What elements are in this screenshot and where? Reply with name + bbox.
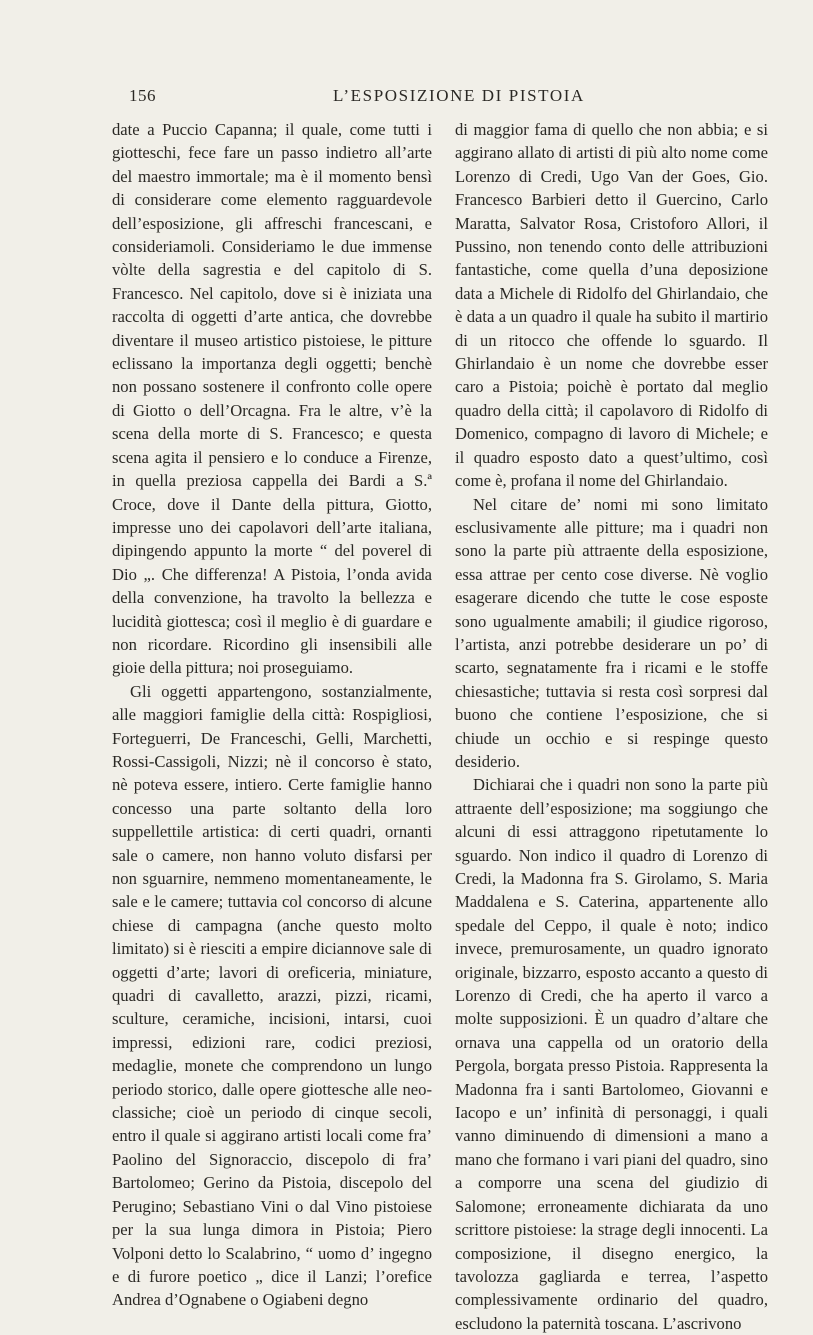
running-head: L’ESPOSIZIONE DI PISTOIA <box>333 86 585 105</box>
paragraph: Dichiarai che i quadri non sono la parte più attraente dell’esposizione; ma soggiungo che alcuni di essi attraggono ripetutamente lo sguardo. Non indico il quadro di Lorenzo di Credi, la Madonna fra S. Girolamo, S. Maria Maddalena e S. Caterina, appartenente allo spedale del Ceppo, il quale è noto; indico invece, premurosamente, un quadro ignorato originale, bizzarro, esposto accanto a questo di Lorenzo di Credi, che ha aperto il varco a molte supposizioni. È un quadro d’altare che ornava una cappella od un oratorio della Pergola, borgata presso Pistoia. Rappresenta la Madonna fra i santi Bartolomeo, Giovanni e Iacopo e un’ infinità di personaggi, i quali vanno diminuendo di dimensioni a mano a mano che formano i vari piani del quadro, sino a comporre una scena del giudizio di Salomone; erroneamente dichiarata da uno scrittore pistoiese: la strage degli innocenti. La composizione, il disegno energico, la tavolozza gagliarda e terrea, l’aspetto complessivamente ordinario del quadro, escludono la paternità toscana. L’ascrivono <box>455 775 768 1333</box>
paragraph: Gli oggetti appartengono, sostanzialmente, alle maggiori famiglie della città: Rospigliosi, Forteguerri, De Franceschi, Gelli, Marchetti, Rossi-Cassigoli, Nizzi; nè il concorso è stato, nè poteva essere, intiero. Certe famiglie hanno concesso una parte soltanto della loro suppellettile artistica: di certi quadri, ornanti sale o camere, non hanno voluto disfarsi per non sguarnire, nemmeno momentaneamente, le sale e le camere; tuttavia col concorso di alcune chiese di campagna (anche questo molto limitato) si è riesciti a empire diciannove sale di oggetti d’arte; lavori di oreficeria, miniature, quadri di cavalletto, arazzi, pizzi, ricami, sculture, ceramiche, incisioni, intarsi, cuoi impressi, edizioni rare, codici preziosi, medaglie, monete che comprendono un lungo periodo storico, dalle opere giottesche alle neo-classiche; cioè un periodo di cinque secoli, entro il quale si aggirano artisti locali come fra’ Paolino del Signoraccio, discepolo di fra’ Bartolomeo; Gerino da Pistoia, discepolo del Perugino; Sebastiano Vini o dal Vino pistoiese per la sua lunga dimora in Pistoia; Piero Volponi detto lo Scalabrino, “ uomo d’ ingegno e di furore poetico „ dice il Lanzi; l’orefice Andrea d’Ognabene o Ogiabeni degno <box>112 681 432 1310</box>
page-number: 156 <box>129 86 156 105</box>
left-column <box>112 118 432 1312</box>
paragraph: date a Puccio Capanna; il quale, come tutti i giotteschi, fece fare un passo indietro all’arte del maestro immortale; ma è il momento bensì di considerare come elemento ragguardevole dell’esposizione, gli affreschi francescani, e consideriamoli. Consideriamo le due immense vòlte della sagrestia e del capitolo di S. Francesco. Nel capitolo, dove si è iniziata una raccolta di oggetti d’arte antica, che dovrebbe diventare il museo artistico pistoiese, le pitture eclissano la importanza degli oggetti; benchè non possano sostenere il confronto colle opere di Giotto o dell’Orcagna. Fra le altre, v’è la scena della morte di S. Francesco; e questa scena agita il pensiero e lo conduce a Firenze, in quella preziosa cappella dei Bardi a S.ª Croce, dove il Dante della pittura, Giotto, impresse uno dei capolavori dell’arte italiana, dipingendo appunto la morte “ del poverel di Dio „. Che differenza! A Pistoia, l’onda avida della convenzione, ha travolto la bellezza e lucidità giottesca; così il meglio è di guardare e non ricordare. Ricordino gli insensibili alle gioie della pittura; noi proseguiamo. <box>112 120 432 678</box>
paragraph: di maggior fama di quello che non abbia; e si aggirano allato di artisti di più alto nome come Lorenzo di Credi, Ugo Van der Goes, Gio. Francesco Barbieri detto il Guercino, Carlo Maratta, Salvator Rosa, Cristoforo Allori, il Pussino, non tenendo conto delle attribuzioni fantastiche, come quella d’una deposizione data a Michele di Ridolfo del Ghirlandaio, che è data a un quadro il quale ha subito il martirio di un ritocco che offende lo sguardo. Il Ghirlandaio è un nome che dovrebbe esser caro a Pistoia; poichè è portato dal meglio quadro della città; il capolavoro di Ridolfo di Domenico, compagno di lavoro di Michele; e il quadro esposto dato a quest’ultimo, così come è, profana il nome del Ghirlandaio. <box>455 120 768 491</box>
paragraph: Nel citare de’ nomi mi sono limitato esclusivamente alle pitture; ma i quadri non sono la parte più attraente della esposizione, essa attrae per cento cose diverse. Nè voglio esagerare dicendo che tutte le cose esposte sono ugualmente amabili; il giudice rigoroso, l’artista, anzi potrebbe desiderare un po’ di scarto, segnatamente fra i ricami e le stoffe chiesastiche; tuttavia si resta così sorpresi dal buono che contiene l’esposizione, che si chiude un occhio e si respinge questo desiderio. <box>455 494 768 771</box>
right-column <box>455 118 768 1335</box>
